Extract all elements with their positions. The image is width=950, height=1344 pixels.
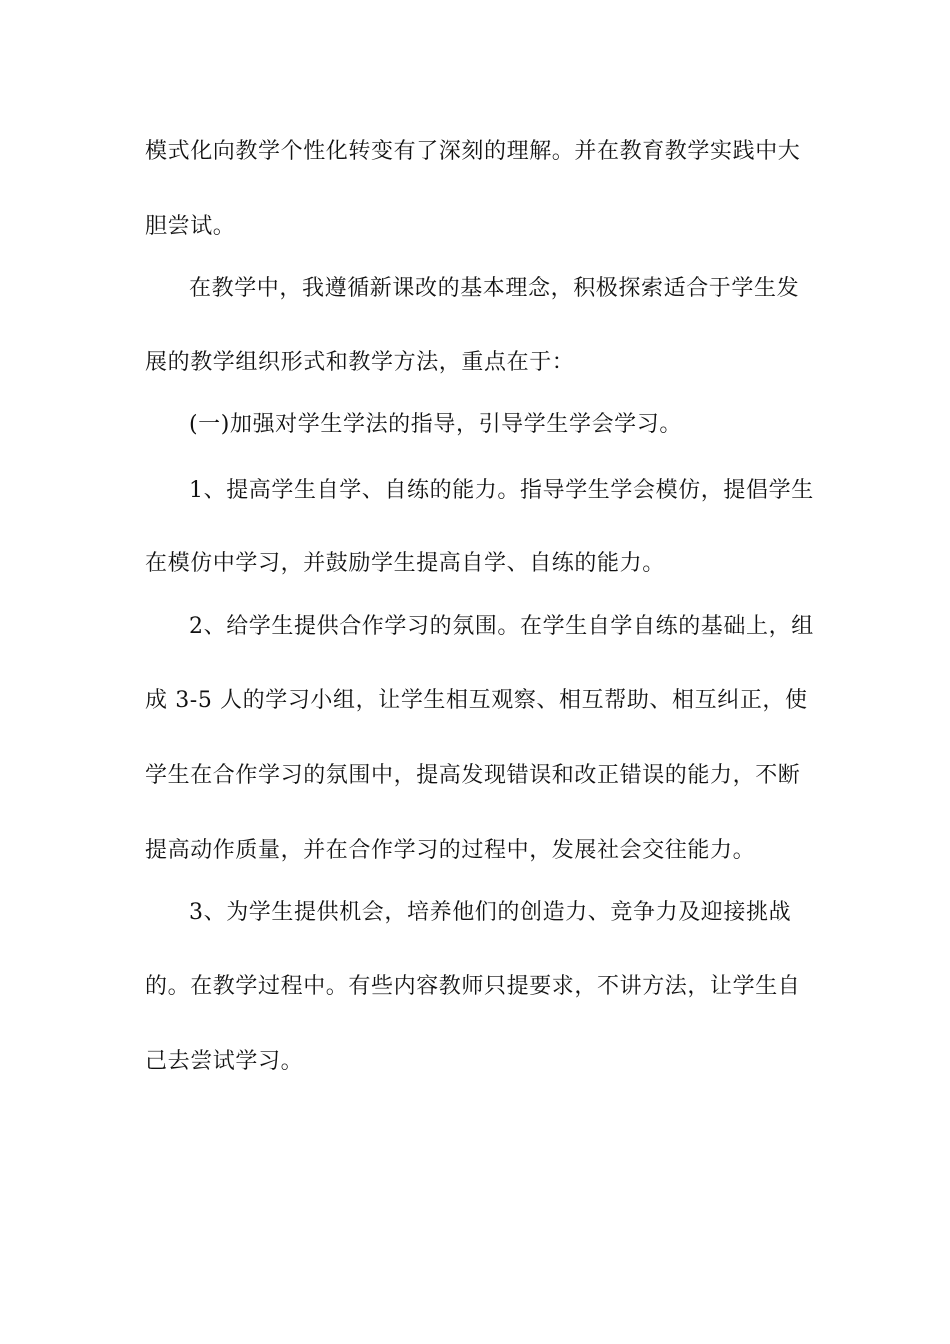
section-heading: (一)加强对学生学法的指导，引导学生学会学习。	[189, 412, 682, 437]
text-line: 模式化向教学个性化转变有了深刻的理解。并在教育教学实践中大	[145, 139, 801, 164]
text-line: 的。在教学过程中。有些内容教师只提要求，不讲方法，让学生自	[145, 974, 801, 999]
text-line: 学生在合作学习的氛围中，提高发现错误和改正错误的能力，不断	[145, 763, 801, 788]
text-line: 提高动作质量，并在合作学习的过程中，发展社会交往能力。	[145, 838, 756, 863]
paragraph-start-line: 1、提高学生自学、自练的能力。指导学生学会模仿，提倡学生	[189, 478, 814, 503]
text-line: 展的教学组织形式和教学方法，重点在于：	[145, 350, 575, 375]
text-line: 胆尝试。	[145, 214, 236, 239]
text-line: 己去尝试学习。	[145, 1049, 304, 1074]
text-line: 在模仿中学习，并鼓励学生提高自学、自练的能力。	[145, 551, 665, 576]
paragraph-start-line: 2、给学生提供合作学习的氛围。在学生自学自练的基础上，组	[189, 614, 814, 639]
text-line: 成 3-5 人的学习小组，让学生相互观察、相互帮助、相互纠正，使	[145, 688, 808, 713]
paragraph-start-line: 在教学中，我遵循新课改的基本理念，积极探索适合于学生发	[189, 276, 800, 301]
paragraph-start-line: 3、为学生提供机会，培养他们的创造力、竞争力及迎接挑战	[189, 900, 792, 925]
